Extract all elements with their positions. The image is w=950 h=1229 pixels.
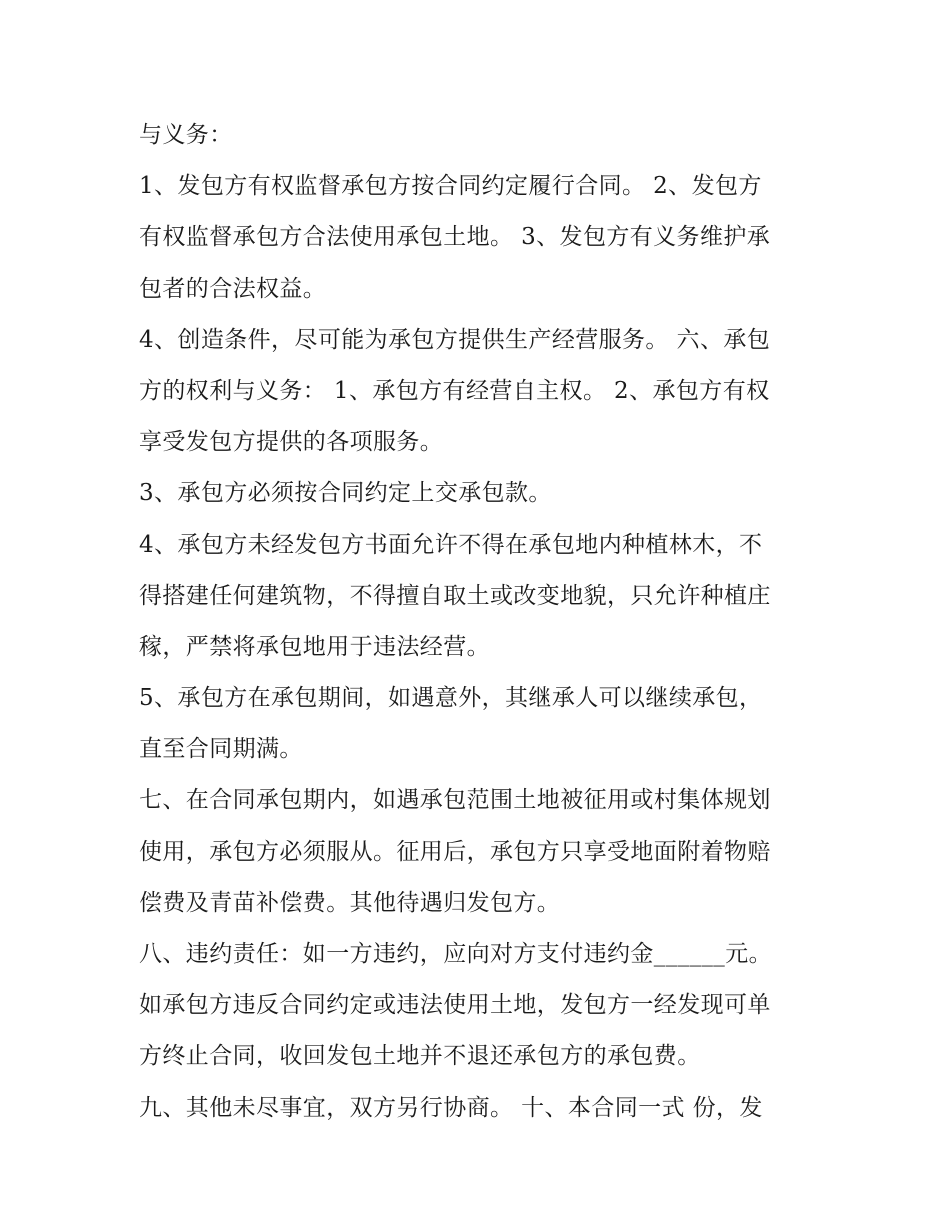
text-line: 方终止合同，收回发包土地并不退还承包方的承包费。 (139, 1043, 701, 1070)
text-line: 有权监督承包方合法使用承包土地。 3、发包方有义务维护承 (139, 224, 771, 251)
text-line: 4、创造条件，尽可能为承包方提供生产经营服务。 六、承包 (139, 326, 771, 353)
text-line: 5、承包方在承包期间，如遇意外，其继承人可以继续承包， (139, 685, 763, 712)
text-line: 稼，严禁将承包地用于违法经营。 (139, 633, 490, 660)
text-line: 3、承包方必须按合同约定上交承包款。 (139, 480, 552, 507)
text-line: 1、发包方有权监督承包方按合同约定履行合同。 2、发包方 (139, 173, 762, 200)
text-line: 享受发包方提供的各项服务。 (139, 429, 444, 456)
text-line: 八、违约责任：如一方违约，应向对方支付违约金______元。 (139, 941, 772, 967)
text-line: 得搭建任何建筑物，不得擅自取土或改变地貌，只允许种植庄 (139, 582, 771, 609)
text-line: 偿费及青苗补偿费。其他待遇归发包方。 (139, 889, 561, 916)
text-line: 如承包方违反合同约定或违法使用土地，发包方一经发现可单 (139, 992, 771, 1019)
text-line: 九、其他未尽事宜，双方另行协商。 十、本合同一式 份，发 (139, 1094, 763, 1121)
document-body (139, 110, 819, 1134)
text-line: 使用，承包方必须服从。征用后，承包方只享受地面附着物赔 (139, 838, 771, 865)
text-line: 与义务： (139, 122, 233, 148)
text-line: 4、承包方未经发包方书面允许不得在承包地内种植林木，不 (139, 531, 763, 558)
text-line: 七、在合同承包期内，如遇承包范围土地被征用或村集体规划 (139, 787, 771, 814)
text-line: 直至合同期满。 (139, 736, 303, 763)
text-line: 包者的合法权益。 (139, 275, 327, 302)
text-line: 方的权利与义务： 1、承包方有经营自主权。 2、承包方有权 (139, 377, 770, 404)
